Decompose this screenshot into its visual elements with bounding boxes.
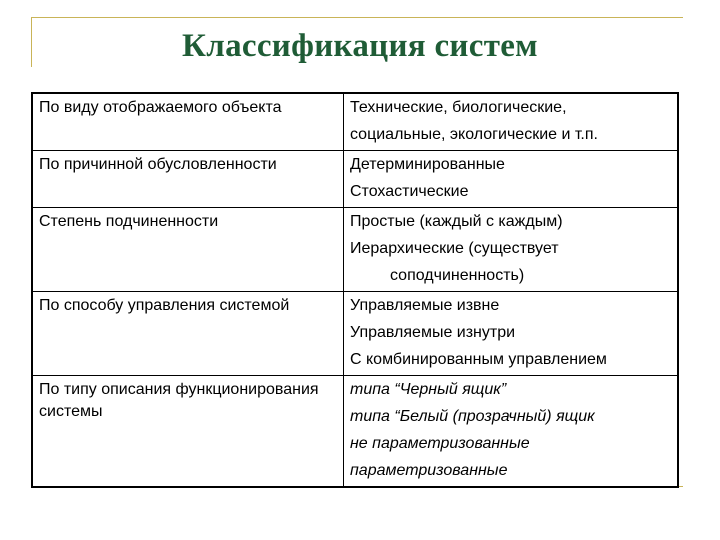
values-cell — [344, 93, 679, 151]
category-label: По виду отображаемого объекта — [39, 99, 282, 116]
value-item: Стохастические — [350, 183, 469, 200]
value-item: типа “Черный ящик” — [350, 381, 507, 398]
value-item: Управляемые извне — [350, 297, 500, 314]
value-item: соподчиненность) — [390, 267, 525, 284]
category-label: По способу управления системой — [39, 297, 290, 314]
table-row — [32, 151, 678, 208]
value-item: Детерминированные — [350, 156, 505, 173]
slide-title: Классификация систем — [182, 28, 538, 64]
category-label: По причинной обусловленности — [39, 156, 277, 173]
frame-top-line — [31, 17, 683, 18]
category-cell — [32, 151, 344, 208]
value-item: Простые (каждый с каждым) — [350, 213, 563, 230]
table-row — [32, 208, 678, 292]
classification-table — [31, 92, 679, 488]
value-item: Управляемые изнутри — [350, 324, 516, 341]
category-label: Степень подчиненности — [39, 213, 219, 230]
value-item: социальные, экологические и т.п. — [350, 126, 598, 143]
table-row — [32, 93, 678, 151]
value-item: типа “Белый (прозрачный) ящик — [350, 408, 595, 425]
values-cell — [344, 292, 679, 376]
values-cell — [344, 208, 679, 292]
value-item: С комбинированным управлением — [350, 351, 607, 368]
category-cell — [32, 208, 344, 292]
value-item: параметризованные — [350, 462, 508, 479]
category-label: По типу описания функционирования системы — [39, 381, 319, 420]
values-cell — [344, 376, 679, 488]
category-cell — [32, 376, 344, 488]
category-cell — [32, 292, 344, 376]
value-item: Технические, биологические, — [350, 99, 567, 116]
value-item: Иерархические (существует — [350, 240, 559, 257]
value-item: не параметризованные — [350, 435, 530, 452]
values-cell — [344, 151, 679, 208]
table-row — [32, 376, 678, 488]
table-row — [32, 292, 678, 376]
category-cell — [32, 93, 344, 151]
